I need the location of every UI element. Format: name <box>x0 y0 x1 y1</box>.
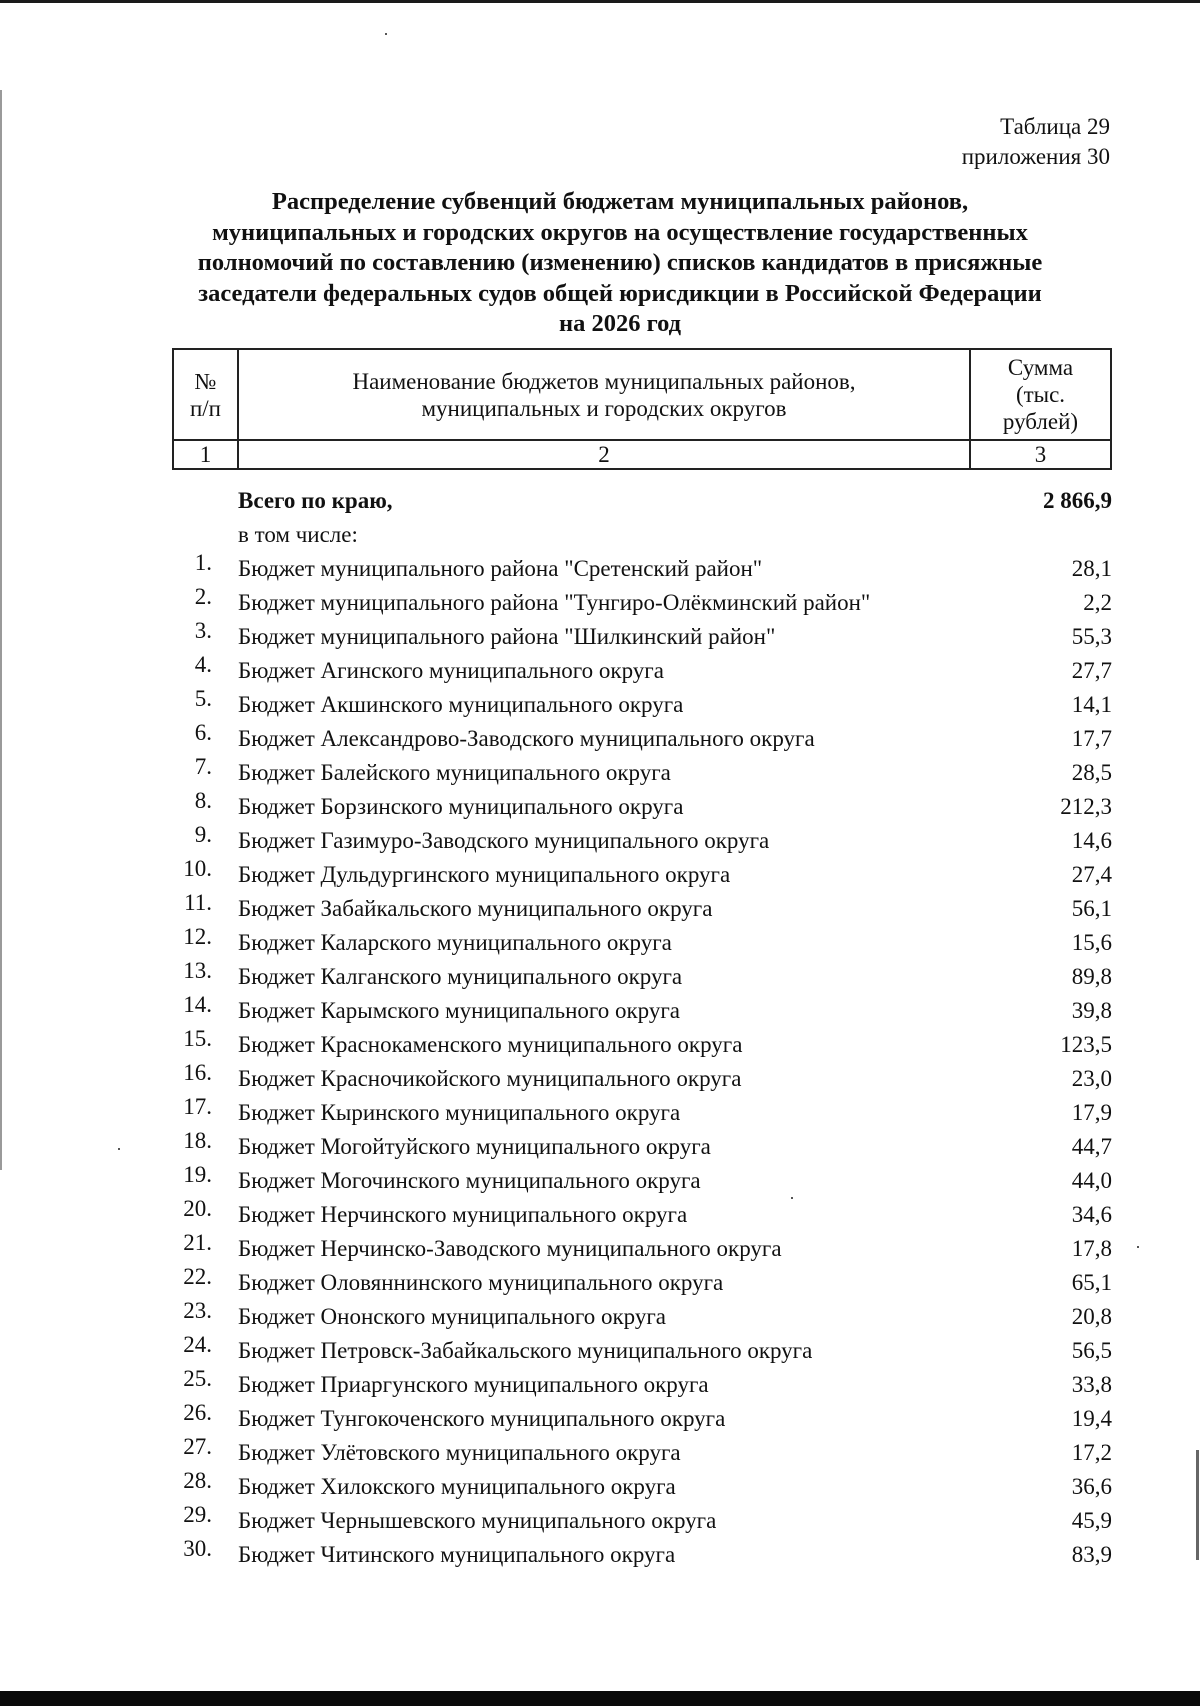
row-amount: 56,1 <box>1071 896 1112 921</box>
row-amount: 27,7 <box>1071 658 1112 683</box>
row-budget-name: Бюджет Каларского муниципального округа <box>238 930 672 955</box>
row-number: 9. <box>194 822 212 847</box>
table-row <box>172 858 1112 892</box>
header-num-cell <box>173 349 238 440</box>
table-row <box>172 994 1112 1028</box>
row-number: 17. <box>183 1094 212 1119</box>
row-number: 3. <box>194 618 212 643</box>
header-num-line: п/п <box>189 395 221 421</box>
header-name-cell <box>238 349 970 440</box>
scan-border-bottom <box>0 1691 1200 1706</box>
header-name-line: муниципальных и городских округов <box>421 395 787 421</box>
title-line: Распределение субвенций бюджетам муниципальных районов, <box>271 188 969 215</box>
row-budget-name: Бюджет Тунгокоченского муниципального округа <box>238 1406 726 1431</box>
row-budget-name: Бюджет Приаргунского муниципального округа <box>238 1372 709 1397</box>
table-row <box>172 892 1112 926</box>
row-number: 16. <box>183 1060 212 1085</box>
row-amount: 19,4 <box>1071 1406 1112 1431</box>
row-number: 18. <box>183 1128 212 1153</box>
row-budget-name: Бюджет Могочинского муниципального округа <box>238 1168 701 1193</box>
table-row <box>172 926 1112 960</box>
row-number: 12. <box>183 924 212 949</box>
table-row <box>172 1266 1112 1300</box>
row-budget-name: Бюджет Хилокского муниципального округа <box>238 1474 676 1499</box>
appendix-label: приложения 30 <box>961 144 1110 169</box>
header-sum-line: (тыс. <box>1015 382 1066 407</box>
row-amount: 14,1 <box>1071 692 1112 717</box>
row-budget-name: Бюджет Борзинского муниципального округа <box>238 794 684 819</box>
table-reference <box>962 112 1110 172</box>
row-number: 4. <box>194 652 212 677</box>
column-number: 1 <box>173 440 238 469</box>
row-budget-name: Бюджет Агинского муниципального округа <box>238 658 664 683</box>
scan-speck <box>385 33 387 35</box>
table-row <box>172 756 1112 790</box>
row-number: 19. <box>183 1162 212 1187</box>
row-budget-name: Бюджет Читинского муниципального округа <box>238 1542 676 1567</box>
row-budget-name: Бюджет Ононского муниципального округа <box>238 1304 666 1329</box>
row-number: 26. <box>183 1400 212 1425</box>
table-body <box>172 484 1112 1572</box>
row-amount: 36,6 <box>1071 1474 1112 1499</box>
row-amount: 2,2 <box>1083 590 1112 615</box>
title-line: на 2026 год <box>558 310 682 337</box>
row-amount: 45,9 <box>1071 1508 1112 1533</box>
row-number: 5. <box>194 686 212 711</box>
header-sum-line: Сумма <box>1007 355 1074 380</box>
including-label: в том числе: <box>238 522 358 547</box>
row-number: 1. <box>194 550 212 575</box>
total-value: 2 866,9 <box>1043 488 1112 513</box>
row-budget-name: Бюджет Улётовского муниципального округа <box>238 1440 681 1465</box>
scan-edge-right <box>1196 1450 1199 1560</box>
row-amount: 33,8 <box>1071 1372 1112 1397</box>
table-row <box>172 1538 1112 1572</box>
row-budget-name: Бюджет Дульдургинского муниципального округа <box>238 862 731 887</box>
table-row <box>172 1130 1112 1164</box>
row-amount: 212,3 <box>1060 794 1112 819</box>
table-row <box>172 1470 1112 1504</box>
row-budget-name: Бюджет Александрово-Заводского муниципального округа <box>238 726 815 751</box>
row-budget-name: Бюджет Балейского муниципального округа <box>238 760 671 785</box>
table-row <box>172 1504 1112 1538</box>
row-number: 27. <box>183 1434 212 1459</box>
row-amount: 28,1 <box>1071 556 1112 581</box>
row-budget-name: Бюджет Карымского муниципального округа <box>238 998 681 1023</box>
row-budget-name: Бюджет Нерчинского муниципального округа <box>238 1202 688 1227</box>
row-amount: 14,6 <box>1071 828 1112 853</box>
table-row <box>172 688 1112 722</box>
row-amount: 65,1 <box>1071 1270 1112 1295</box>
row-number: 14. <box>183 992 212 1017</box>
column-header-row <box>173 349 1111 440</box>
header-sum-cell <box>970 349 1111 440</box>
table-row <box>172 1198 1112 1232</box>
table-number-label: Таблица 29 <box>1000 114 1110 139</box>
total-label: Всего по краю, <box>238 488 393 513</box>
row-number: 28. <box>183 1468 212 1493</box>
header-name-line: Наименование бюджетов муниципальных районов, <box>352 368 856 394</box>
scan-border-top <box>0 0 1200 3</box>
title-line: заседатели федеральных судов общей юрисдикции в Российской Федерации <box>198 279 1042 307</box>
table-row <box>172 824 1112 858</box>
row-number: 24. <box>183 1332 212 1357</box>
row-number: 8. <box>194 788 212 813</box>
table-row <box>172 1232 1112 1266</box>
row-budget-name: Бюджет Кыринского муниципального округа <box>238 1100 681 1125</box>
table-row <box>172 1096 1112 1130</box>
row-number: 7. <box>194 754 212 779</box>
row-number: 11. <box>184 890 212 915</box>
title-line: муниципальных и городских округов на осуществление государственных <box>212 218 1028 246</box>
row-number: 2. <box>194 584 212 609</box>
row-budget-name: Бюджет муниципального района "Сретенский район" <box>238 556 763 581</box>
row-number: 29. <box>183 1502 212 1527</box>
row-amount: 39,8 <box>1071 998 1112 1023</box>
table-row <box>172 960 1112 994</box>
row-number: 23. <box>183 1298 212 1323</box>
scan-edge-left <box>0 90 2 1170</box>
title-line: полномочий по составлению (изменению) списков кандидатов в присяжные <box>197 249 1043 276</box>
table-row <box>172 1164 1112 1198</box>
row-amount: 55,3 <box>1071 624 1112 649</box>
row-number: 6. <box>194 720 212 745</box>
row-budget-name: Бюджет Оловяннинского муниципального округа <box>238 1270 724 1295</box>
row-budget-name: Бюджет Нерчинско-Заводского муниципального округа <box>238 1236 782 1261</box>
row-budget-name: Бюджет Калганского муниципального округа <box>238 964 683 989</box>
row-budget-name: Бюджет муниципального района "Шилкинский район" <box>238 624 776 649</box>
table-header <box>172 348 1112 470</box>
column-number: 3 <box>970 440 1111 469</box>
document-title <box>150 187 1090 340</box>
table-row <box>172 1300 1112 1334</box>
row-amount: 17,7 <box>1071 726 1112 751</box>
row-amount: 44,7 <box>1071 1134 1112 1159</box>
row-budget-name: Бюджет Забайкальского муниципального округа <box>238 896 713 921</box>
table-row <box>172 654 1112 688</box>
row-amount: 17,2 <box>1071 1440 1112 1465</box>
row-budget-name: Бюджет Красночикойского муниципального округа <box>238 1066 742 1091</box>
table-row <box>172 722 1112 756</box>
row-amount: 28,5 <box>1071 760 1112 785</box>
row-amount: 56,5 <box>1071 1338 1112 1363</box>
row-amount: 23,0 <box>1071 1066 1112 1091</box>
table-row <box>172 620 1112 654</box>
scan-speck <box>118 1148 120 1150</box>
row-amount: 17,9 <box>1071 1100 1112 1125</box>
row-budget-name: Бюджет муниципального района "Тунгиро-Олёкминский район" <box>238 590 871 615</box>
row-number: 20. <box>183 1196 212 1221</box>
including-row <box>172 518 1112 552</box>
row-number: 21. <box>183 1230 212 1255</box>
row-amount: 44,0 <box>1071 1168 1112 1193</box>
row-amount: 123,5 <box>1060 1032 1112 1057</box>
row-amount: 17,8 <box>1071 1236 1112 1261</box>
row-number: 30. <box>183 1536 212 1561</box>
table-row <box>172 1402 1112 1436</box>
row-amount: 15,6 <box>1071 930 1112 955</box>
row-number: 13. <box>183 958 212 983</box>
row-number: 10. <box>183 856 212 881</box>
row-amount: 89,8 <box>1071 964 1112 989</box>
table-row <box>172 1334 1112 1368</box>
header-sum-line: рублей) <box>1002 409 1079 434</box>
header-num-line: № <box>194 368 217 394</box>
row-number: 15. <box>183 1026 212 1051</box>
column-number: 2 <box>238 440 970 469</box>
row-budget-name: Бюджет Акшинского муниципального округа <box>238 692 684 717</box>
row-budget-name: Бюджет Чернышевского муниципального округа <box>238 1508 717 1533</box>
table-row <box>172 1436 1112 1470</box>
row-amount: 27,4 <box>1071 862 1112 887</box>
row-amount: 34,6 <box>1071 1202 1112 1227</box>
row-budget-name: Бюджет Газимуро-Заводского муниципального округа <box>238 828 770 853</box>
table-row <box>172 1062 1112 1096</box>
table-row <box>172 1368 1112 1402</box>
row-budget-name: Бюджет Петровск-Забайкальского муниципального округа <box>238 1338 813 1363</box>
column-number-row <box>173 440 1111 469</box>
table-row <box>172 552 1112 586</box>
row-number: 25. <box>183 1366 212 1391</box>
row-budget-name: Бюджет Могойтуйского муниципального округа <box>238 1134 711 1159</box>
table-row <box>172 1028 1112 1062</box>
total-row <box>172 484 1112 518</box>
table-row <box>172 586 1112 620</box>
row-amount: 83,9 <box>1071 1542 1112 1567</box>
row-amount: 20,8 <box>1071 1304 1112 1329</box>
scan-speck <box>1137 1246 1139 1248</box>
row-budget-name: Бюджет Краснокаменского муниципального округа <box>238 1032 743 1057</box>
row-number: 22. <box>183 1264 212 1289</box>
table-row <box>172 790 1112 824</box>
